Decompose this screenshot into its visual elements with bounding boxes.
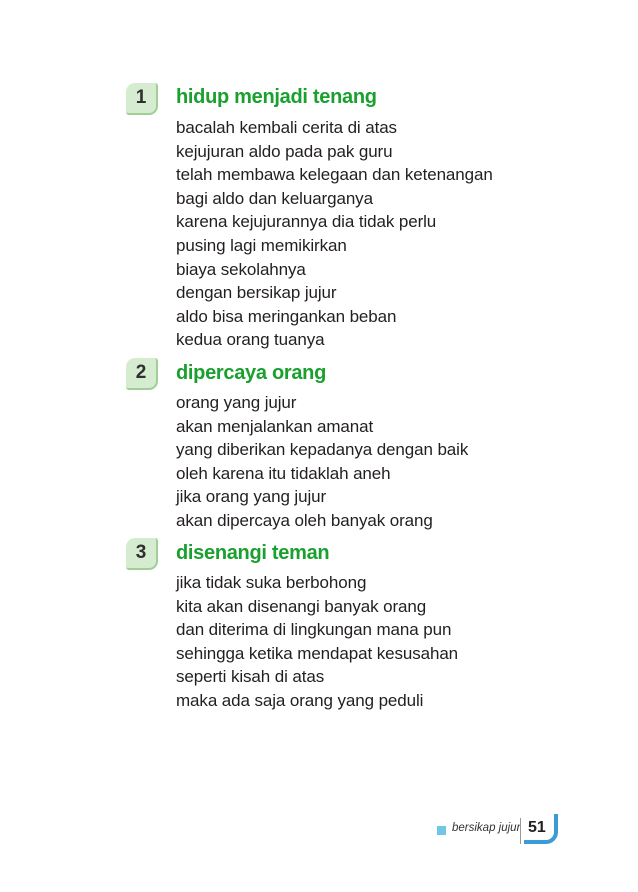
section-lines (176, 571, 458, 713)
footer-square-icon (437, 826, 446, 835)
text-line: yang diberikan kepadanya dengan baik (176, 440, 469, 460)
text-line: karena kejujurannya dia tidak perlu (176, 212, 437, 232)
text-line: sehingga ketika mendapat kesusahan (176, 643, 459, 663)
section-number-badge: 1 (126, 83, 158, 115)
text-line: akan dipercaya oleh banyak orang (176, 510, 433, 530)
section-number-badge: 2 (126, 358, 158, 390)
text-line: kejujuran aldo pada pak guru (176, 141, 393, 161)
section-number-badge: 3 (126, 538, 158, 570)
text-line: jika tidak suka berbohong (176, 573, 367, 592)
text-line: aldo bisa meringankan beban (176, 306, 397, 326)
text-line: akan menjalankan amanat (176, 416, 374, 436)
text-line: jika orang yang jujur (176, 487, 327, 507)
page-number: 51 (528, 819, 546, 836)
text-line: biaya sekolahnya (176, 259, 306, 279)
section-heading: hidup menjadi tenang (176, 86, 377, 108)
text-line: bacalah kembali cerita di atas (176, 118, 397, 137)
text-line: telah membawa kelegaan dan ketenangan (176, 165, 493, 185)
text-line: kita akan disenangi banyak orang (176, 596, 427, 616)
text-line: kedua orang tuanya (176, 330, 325, 350)
text-line: pusing lagi memikirkan (176, 235, 347, 255)
text-line: bagi aldo dan keluarganya (176, 188, 373, 208)
section-lines (176, 116, 493, 352)
chapter-title: bersikap jujur (452, 822, 521, 834)
text-line: dengan bersikap jujur (176, 283, 337, 303)
text-line: oleh karena itu tidaklah aneh (176, 463, 391, 483)
text-line: orang yang jujur (176, 393, 297, 412)
text-line: maka ada saja orang yang peduli (176, 690, 424, 710)
section-lines (176, 391, 468, 533)
text-line: seperti kisah di atas (176, 667, 325, 687)
section-heading: disenangi teman (176, 542, 330, 564)
footer-divider (520, 818, 521, 844)
text-line: dan diterima di lingkungan mana pun (176, 620, 452, 640)
section-heading: dipercaya orang (176, 362, 327, 384)
